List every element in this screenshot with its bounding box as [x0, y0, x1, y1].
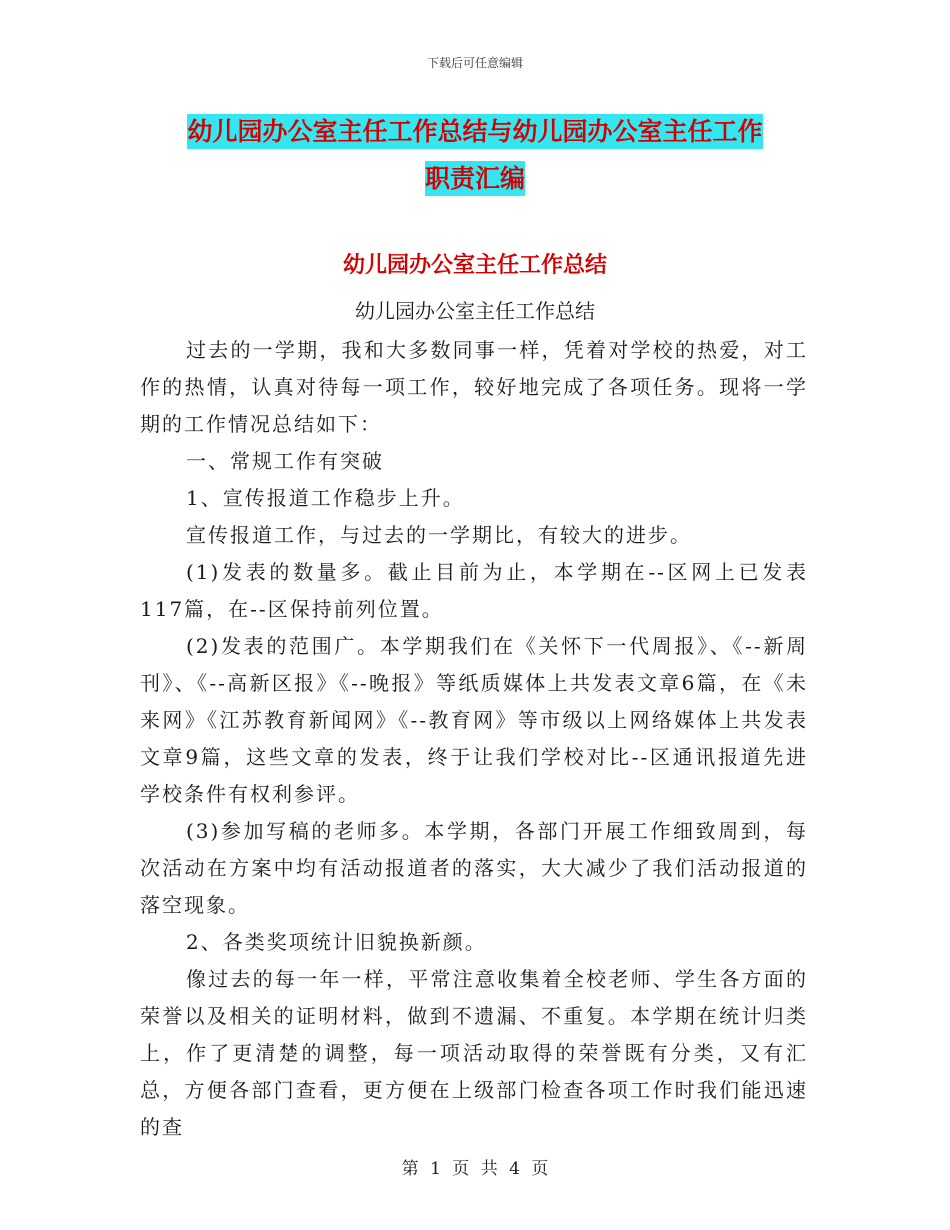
heading-routine-work: 一、常规工作有突破 — [186, 449, 384, 473]
document-title-line1: 幼儿园办公室主任工作总结与幼儿园办公室主任工作 — [187, 114, 762, 149]
section-title: 幼儿园办公室主任工作总结 — [342, 253, 607, 278]
heading-publicity: 1、宣传报道工作稳步上升。 — [186, 486, 465, 510]
page-header-note: 下载后可任意编辑 — [426, 56, 523, 70]
document-title-line2: 职责汇编 — [425, 161, 525, 196]
document-body — [140, 332, 808, 1146]
page-footer: 第 1 页 共 4 页 — [401, 1159, 549, 1179]
paragraph-awards: 像过去的每一年一样，平常注意收集着全校老师、学生各方面的荣誉以及相关的证明材料，做到不遗漏、不重复。本学期在统计归类上，作了更清楚的调整，每一项活动取得的荣誉既有分类，又有汇总，方便各部门查看，更方便在上级部门检查各项工作时我们能迅速的查 — [140, 967, 808, 1139]
heading-awards: 2、各类奖项统计旧貌换新颜。 — [186, 930, 487, 954]
paragraph-point-1: (1)发表的数量多。截止目前为止，本学期在--区网上已发表117篇，在--区保持前列位置。 — [140, 560, 808, 621]
article-subtitle: 幼儿园办公室主任工作总结 — [355, 299, 595, 323]
paragraph-point-3: (3)参加写稿的老师多。本学期，各部门开展工作细致周到，每次活动在方案中均有活动报道者的落实，大大减少了我们活动报道的落空现象。 — [140, 819, 808, 917]
document-title — [140, 108, 810, 202]
paragraph-point-2: (2)发表的范围广。本学期我们在《关怀下一代周报》、《--新周刊》、《--高新区报》《--晚报》等纸质媒体上共发表文章6篇，在《未来网》《江苏教育新闻网》《--教育网》等市级以上网络媒体上共发表文章9篇，这些文章的发表，终于让我们学校对比--区通讯报道先进学校条件有权利参评。 — [140, 634, 808, 806]
paragraph-intro: 过去的一学期，我和大多数同事一样，凭着对学校的热爱，对工作的热情，认真对待每一项工作，较好地完成了各项任务。现将一学期的工作情况总结如下： — [140, 338, 808, 436]
paragraph-publicity-summary: 宣传报道工作，与过去的一学期比，有较大的进步。 — [186, 523, 692, 547]
